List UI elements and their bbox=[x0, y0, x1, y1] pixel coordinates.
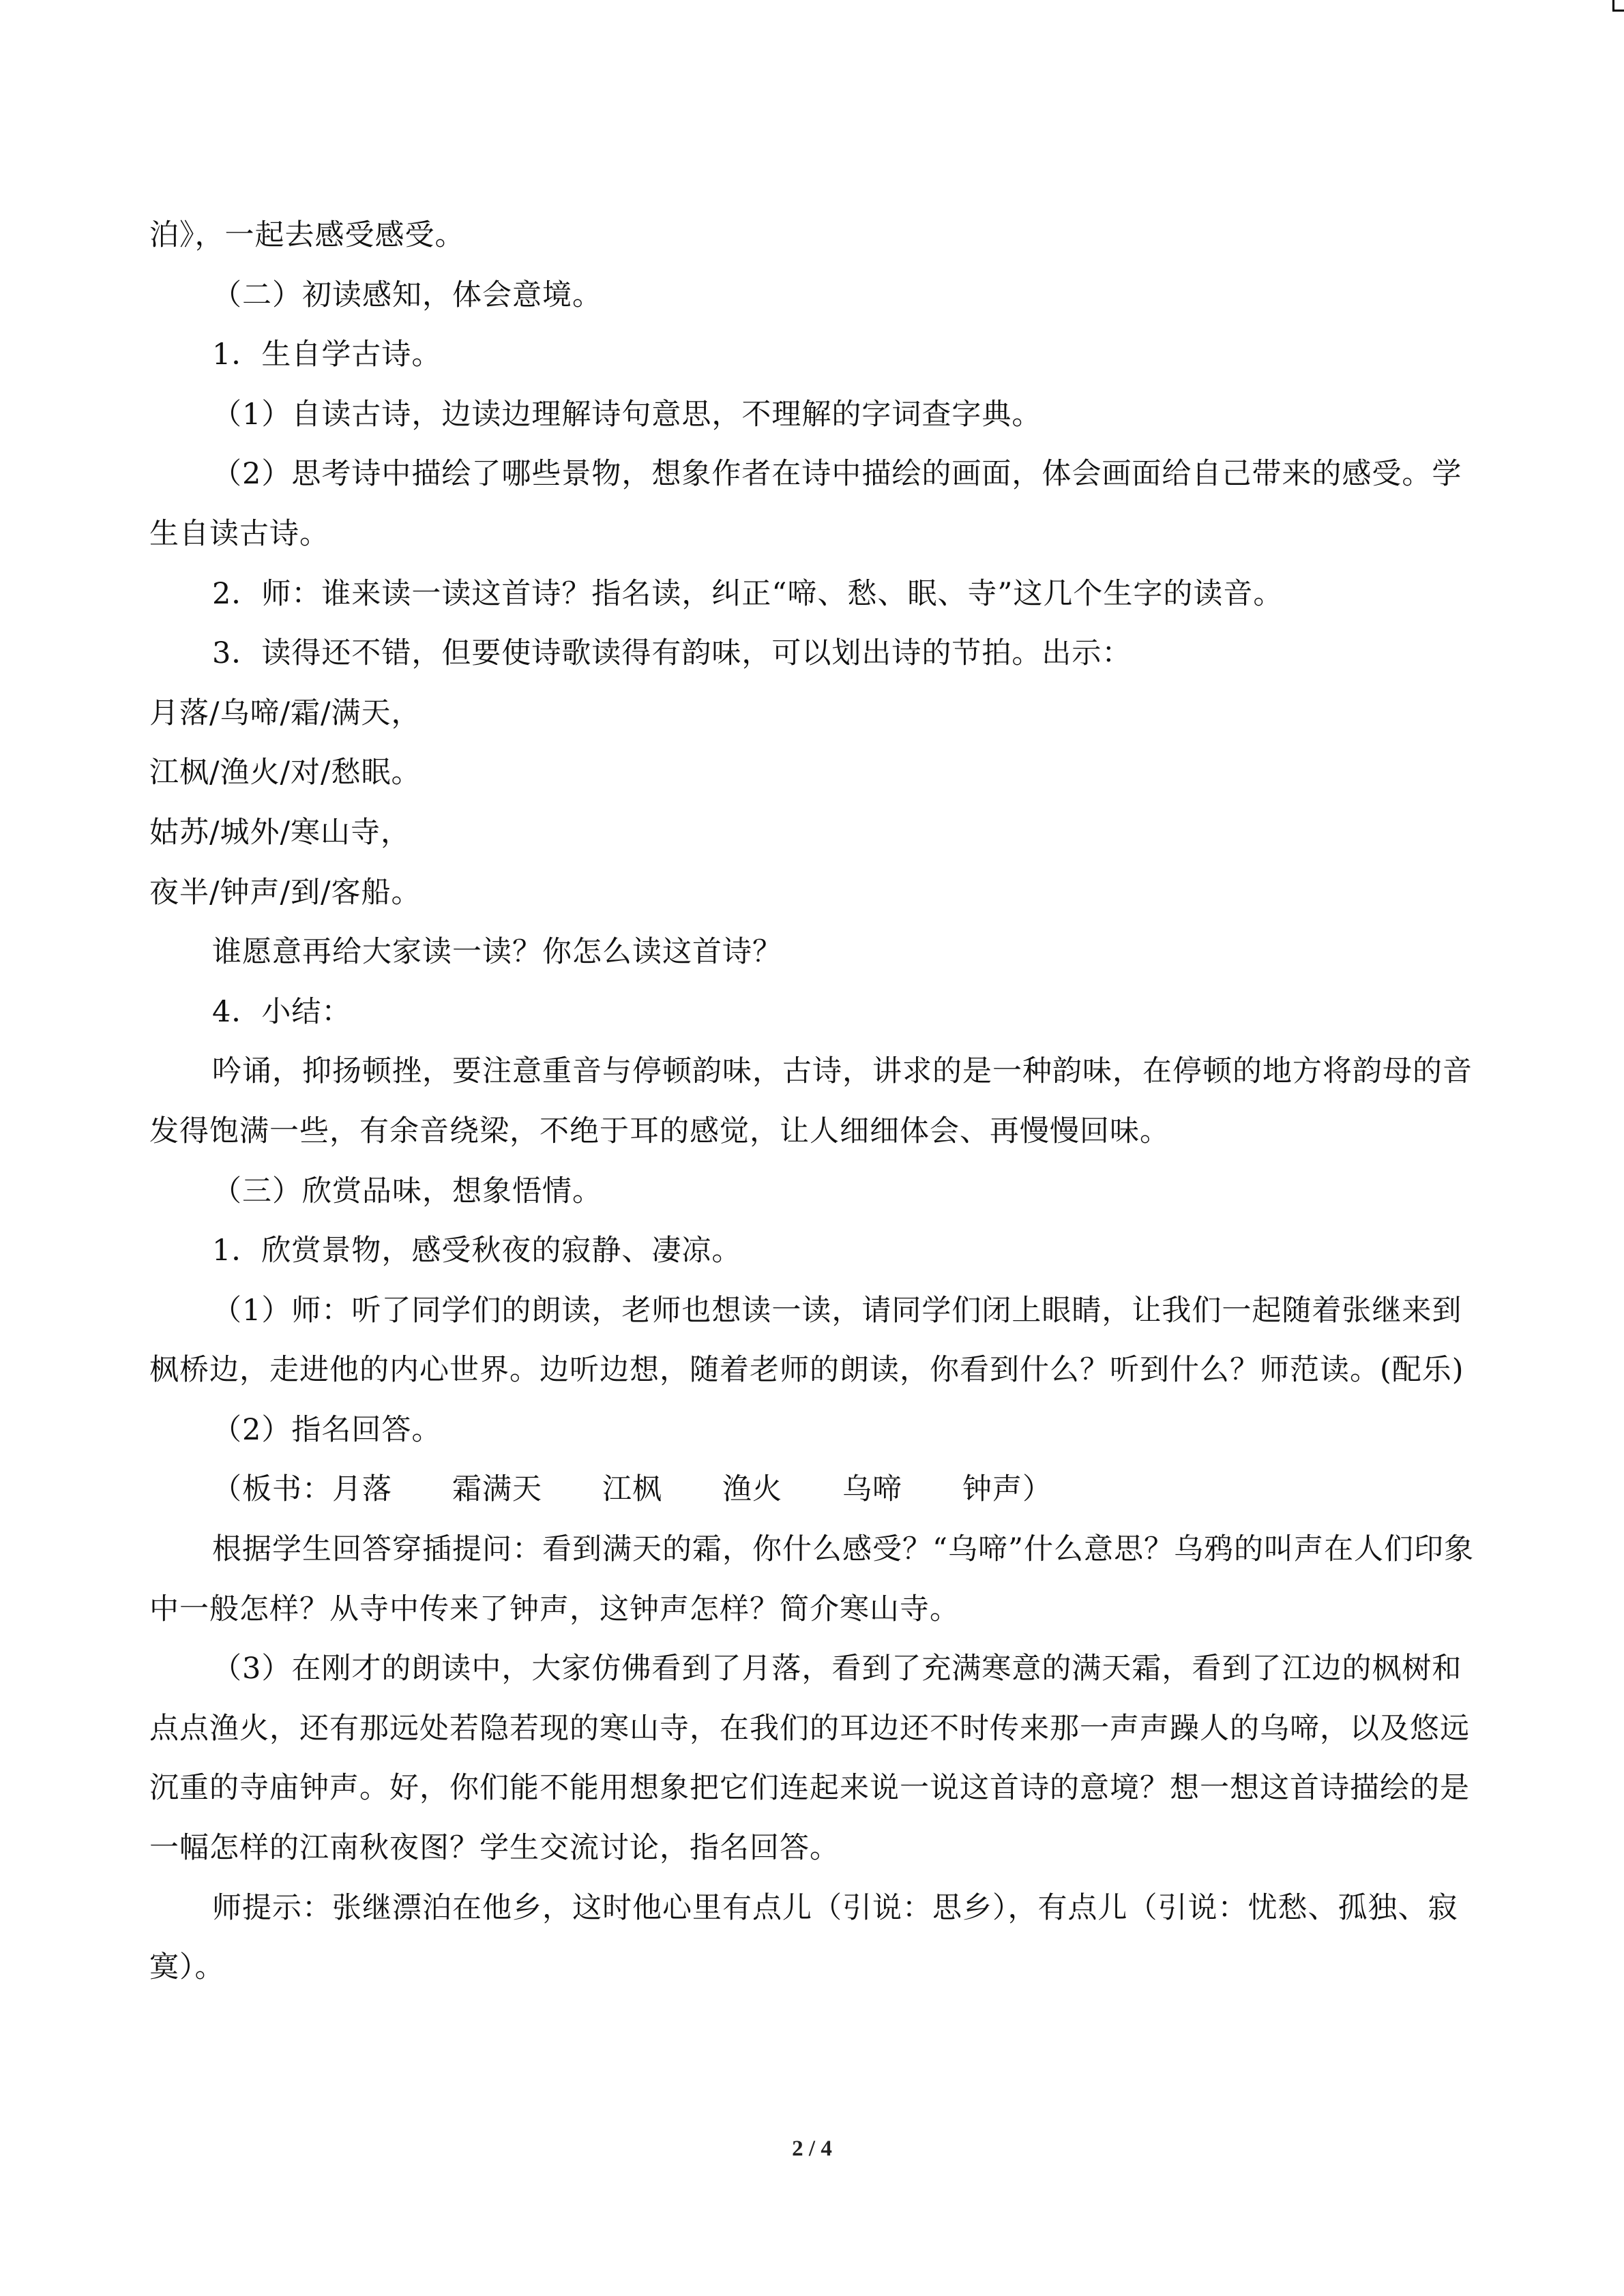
paragraph: 2．师：谁来读一读这首诗？指名读，纠正“啼、愁、眠、寺”这几个生字的读音。 bbox=[212, 576, 1284, 611]
page-corner-mark bbox=[1612, 0, 1624, 12]
paragraph: 吟诵，抑扬顿挫，要注意重音与停顿韵味，古诗，讲求的是一种韵味，在停顿的地方将韵母的音发得饱满一些，有余音绕梁，不绝于耳的感觉，让人细细体会、再慢慢回味。 bbox=[149, 1054, 1473, 1148]
poem-line: 江枫/渔火/对/愁眠。 bbox=[149, 756, 422, 790]
page-number: 2 / 4 bbox=[792, 2136, 832, 2161]
section-heading-2: （二）初读感知，体会意境。 bbox=[212, 278, 602, 312]
paragraph: （1）师：听了同学们的朗读，老师也想读一读，请同学们闭上眼睛，让我们一起随着张继来到枫桥边，走进他的内心世界。边听边想，随着老师的朗读，你看到什么？听到什么？师范读。(配乐) bbox=[149, 1293, 1464, 1388]
paragraph: （2）指名回答。 bbox=[212, 1412, 442, 1447]
paragraph: 根据学生回答穿插提问：看到满天的霜，你什么感受？“乌啼”什么意思？乌鸦的叫声在人们印象中一般怎样？从寺中传来了钟声，这钟声怎样？简介寒山寺。 bbox=[149, 1532, 1474, 1626]
paragraph-continuation: 泊》，一起去感受感受。 bbox=[149, 218, 465, 252]
paragraph: 4．小结： bbox=[212, 994, 352, 1029]
paragraph: 师提示：张继漂泊在他乡，这时他心里有点儿（引说：思乡），有点儿（引说：忧愁、孤独、寂寞）。 bbox=[149, 1890, 1458, 1985]
paragraph: 1．欣赏景物，感受秋夜的寂静、凄凉。 bbox=[212, 1234, 742, 1268]
paragraph: （1）自读古诗，边读边理解诗句意思，不理解的字词查字典。 bbox=[212, 397, 1042, 432]
poem-line: 姑苏/城外/寒山寺， bbox=[149, 815, 411, 850]
blackboard-note: （板书：月落 霜满天 江枫 渔火 乌啼 钟声） bbox=[212, 1472, 1052, 1507]
poem-line: 夜半/钟声/到/客船。 bbox=[149, 875, 422, 910]
paragraph: 谁愿意再给大家读一读？你怎么读这首诗？ bbox=[212, 935, 782, 970]
document-body bbox=[149, 206, 1476, 1998]
paragraph: （2）思考诗中描绘了哪些景物，想象作者在诗中描绘的画面，体会画面给自己带来的感受。学生自读古诗。 bbox=[149, 457, 1462, 551]
poem-line: 月落/乌啼/霜/满天， bbox=[149, 696, 422, 730]
paragraph: 3．读得还不错，但要使诗歌读得有韵味，可以划出诗的节拍。出示： bbox=[212, 636, 1132, 671]
paragraph: 1．生自学古诗。 bbox=[212, 338, 442, 372]
paragraph: （3）在刚才的朗读中，大家仿佛看到了月落，看到了充满寒意的满天霜，看到了江边的枫树和点点渔火，还有那远处若隐若现的寒山寺，在我们的耳边还不时传来那一声声躁人的乌啼，以及悠远沉重的寺庙钟声。好，你们能不能用想象把它们连起来说一说这首诗的意境？想一想这首诗描绘的是一幅怎样的江南秋夜图？学生交流讨论，指名回答。 bbox=[149, 1652, 1470, 1866]
section-heading-3: （三）欣赏品味，想象悟情。 bbox=[212, 1174, 602, 1208]
